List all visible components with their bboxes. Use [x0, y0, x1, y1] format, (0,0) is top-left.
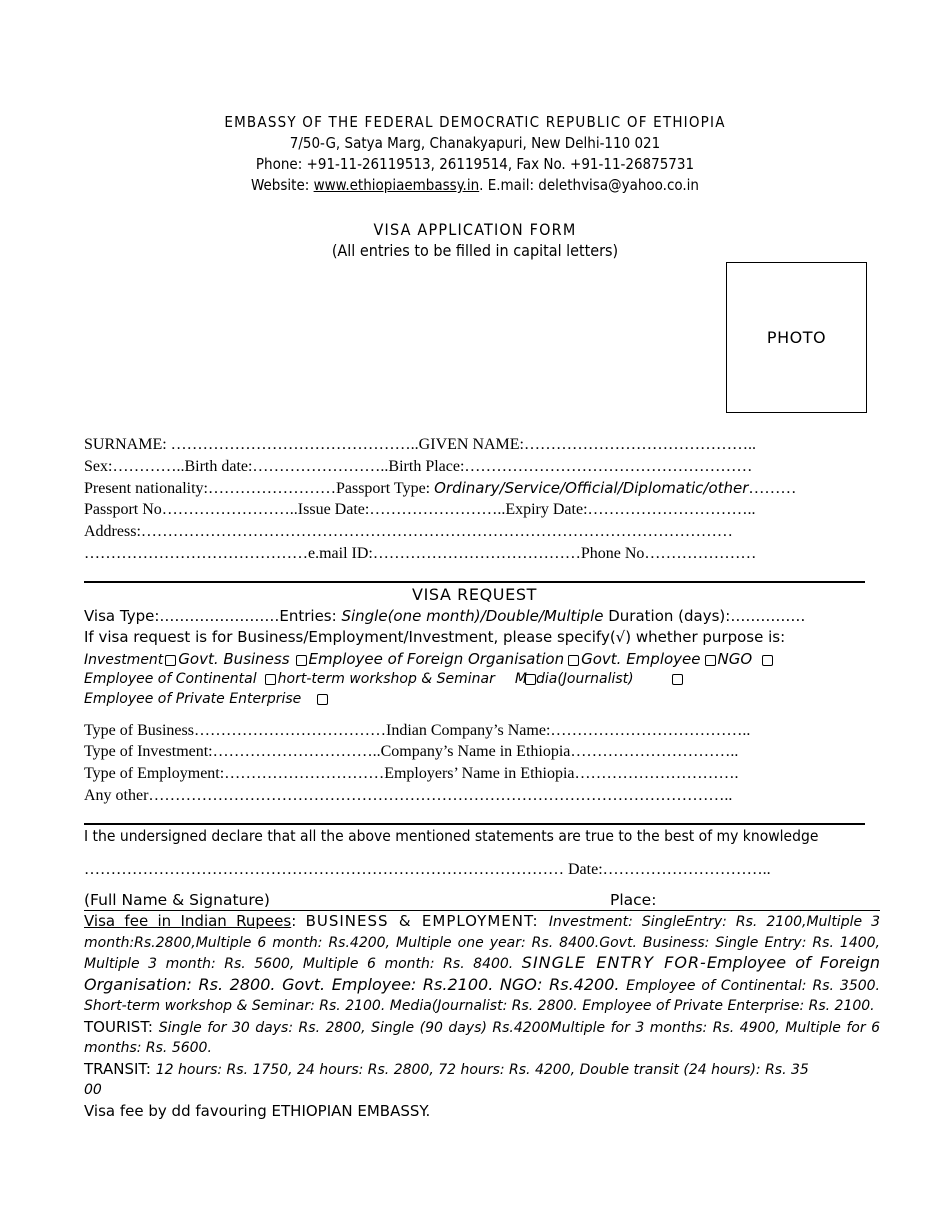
email-label: . E.mail: [479, 176, 539, 194]
full-name-signature-label: (Full Name & Signature) [84, 891, 270, 909]
ngo-checkbox[interactable] [762, 655, 773, 666]
form-title: VISA APPLICATION FORM [373, 220, 577, 239]
investment-type-row[interactable]: Type of Investment:…………………………..Company’s Name in Ethiopia………………………….. [84, 743, 739, 760]
embassy-contact [0, 175, 950, 196]
continental-fees: Employee of Continental: Rs. 3500. Short-term workshop & Seminar: Rs. 2100. Media(Journalist: Rs. 2800. Employee of Private Enterprise: Rs. 2100. [84, 977, 880, 1014]
any-other-row[interactable]: Any other……………………………………………………………………………………………….. [84, 787, 733, 804]
option-media-label-rest: dia(Journalist) [535, 671, 634, 687]
tourist-heading: TOURIST: [84, 1017, 159, 1036]
embassy-phone: Phone: +91-11-26119513, 26119514, Fax No. +91-11-26875731 [255, 155, 695, 173]
option-investment-label: Investment [84, 652, 164, 668]
transit-fees-cont: 00 [84, 1082, 102, 1098]
address-row[interactable]: Address:………………………………………………………………………………………………… [84, 523, 733, 540]
photo-box[interactable] [726, 262, 867, 413]
embassy-address: 7/50-G, Satya Marg, Chanakyapuri, New Delhi-110 021 [289, 134, 661, 152]
email-phone-row[interactable]: ……………………………………e.mail ID:…………………………………Phone No………………… [84, 545, 757, 562]
email-address: delethvisa@yahoo.co.in [538, 176, 699, 194]
form-heading [0, 219, 950, 261]
passport-row[interactable]: Passport No……………………..Issue Date:……………………..Expiry Date:………………………….. [84, 501, 756, 518]
business-employment-heading: BUSINESS & EMPLOYMENT: [305, 912, 549, 930]
purpose-question: If visa request is for Business/Employment/Investment, please specify(√) whether purpose is: [84, 628, 786, 646]
visa-fee-colon: : [291, 912, 306, 930]
visa-request-title: VISA REQUEST [412, 585, 537, 604]
place-label[interactable]: Place: [610, 891, 657, 909]
embassy-header [0, 112, 950, 196]
employee-private-checkbox[interactable] [317, 694, 328, 705]
employee-continental-checkbox[interactable] [265, 674, 276, 685]
nationality-row[interactable] [84, 478, 796, 499]
option-short-term-label: hort-term workshop & Seminar [277, 671, 495, 687]
purpose-options-row2 [84, 669, 685, 690]
option-govt-business-label: Govt. Business [178, 650, 290, 668]
transit-heading: TRANSIT: [84, 1059, 156, 1078]
website-label: Website: [251, 176, 314, 194]
form-subtitle: (All entries to be filled in capital letters) [331, 241, 619, 260]
embassy-name: EMBASSY OF THE FEDERAL DEMOCRATIC REPUBLIC OF ETHIOPIA [224, 113, 726, 131]
single-entry-heading: SINGLE ENTRY FOR- [521, 953, 707, 972]
media-checkbox[interactable] [672, 674, 683, 685]
employment-type-row[interactable]: Type of Employment:…………………………Employers’ Name in Ethiopia…………………………. [84, 765, 739, 782]
photo-label: PHOTO [766, 328, 827, 347]
option-employee-foreign-label: Employee of Foreign Organisation [308, 650, 565, 668]
investment-checkbox[interactable] [165, 655, 176, 666]
surname-row[interactable]: SURNAME: ………………………………………..GIVEN NAME:…………………………………….. [84, 436, 756, 453]
divider [84, 581, 865, 583]
sex-birth-row[interactable]: Sex:…………..Birth date:……………………..Birth Place:……………………………………………… [84, 458, 753, 475]
nationality-label: Present nationality:……………………Passport Type: [84, 480, 435, 497]
nationality-dots: ……… [748, 480, 797, 497]
option-govt-employee-label: Govt. Employee [581, 650, 701, 668]
option-ngo-label: NGO [717, 650, 753, 668]
visa-type-row[interactable] [84, 606, 805, 627]
entries-options: Single(one month)/Double/Multiple [341, 607, 604, 625]
single-entry-fees: Employee of Foreign Organisation: Rs. 2800. Govt. Employee: Rs.2100. NGO: Rs.4200. [84, 953, 881, 994]
govt-employee-checkbox[interactable] [705, 655, 716, 666]
signature-date-line[interactable]: ……………………………………………………………………………… Date:………………………….. [84, 861, 771, 878]
business-fees: Investment: SingleEntry: Rs. 2100,Multiple 3 month:Rs.2800,Multiple 6 month: Rs.4200, Multiple one year: Rs. 8400.Govt. Business: Single Entry: Rs. 1400, Multiple 3 month: Rs. 5600, Multiple 6 month: Rs. 8400. [84, 914, 880, 972]
employee-foreign-checkbox[interactable] [568, 655, 579, 666]
duration-label: Duration (days):…………… [603, 607, 806, 625]
transit-fees: 12 hours: Rs. 1750, 24 hours: Rs. 2800, 72 hours: Rs. 4200, Double transit (24 hours): Rs. 35 [155, 1061, 809, 1078]
visa-fee-details [84, 911, 880, 1122]
short-term-checkbox[interactable] [525, 674, 536, 685]
purpose-options-row3 [84, 689, 330, 710]
option-employee-continental-label: Employee of Continental [84, 671, 257, 687]
declaration-text: I the undersigned declare that all the above mentioned statements are true to the best of my knowledge [84, 827, 819, 845]
visa-type-label: Visa Type:……………………Entries: [84, 607, 342, 625]
option-employee-private-label: Employee of Private Enterprise [84, 691, 302, 707]
visa-fee-label: Visa fee in Indian Rupees [84, 912, 292, 930]
option-media-label: M [514, 671, 527, 687]
tourist-fees: Single for 30 days: Rs. 2800, Single (90 days) Rs.4200Multiple for 3 months: Rs. 4900, Multiple for 6 months: Rs. 5600. [84, 1019, 880, 1056]
purpose-options-row1 [84, 649, 775, 670]
dd-note: Visa fee by dd favouring ETHIOPIAN EMBASSY. [84, 1101, 431, 1120]
passport-type-options: Ordinary/Service/Official/Diplomatic/other [434, 479, 749, 497]
business-type-row[interactable]: Type of Business………………………………Indian Company’s Name:……………………………….. [84, 722, 751, 739]
govt-business-checkbox[interactable] [296, 655, 307, 666]
divider [84, 823, 865, 825]
website-link[interactable]: www.ethiopiaembassy.in [313, 176, 480, 194]
